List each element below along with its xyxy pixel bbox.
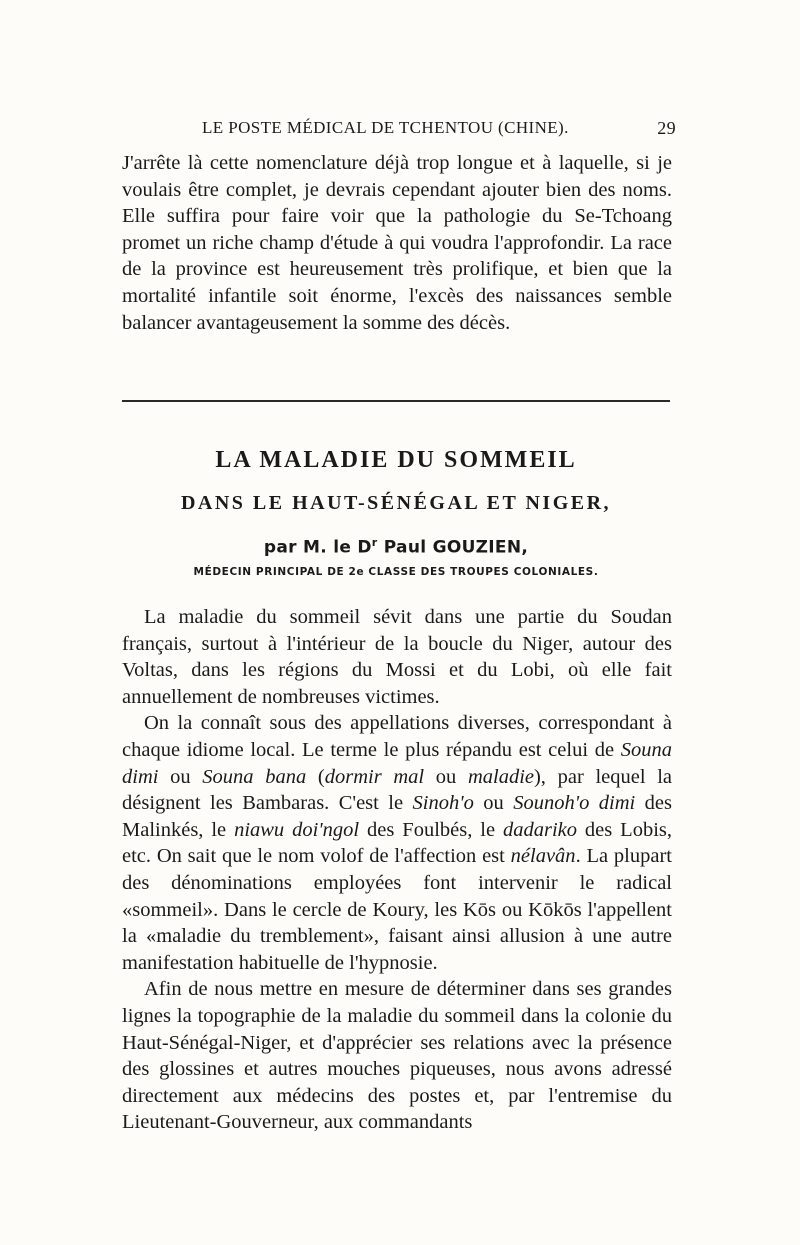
article-title: LA MALADIE DU SOMMEIL [215,447,577,473]
text-run: ou [424,765,468,788]
local-term: Souna dimi [122,738,672,788]
running-head-title: LE POSTE MÉDICAL DE TCHENTOU (CHINE). [202,118,569,137]
local-term: Sounoh'o dimi [513,792,636,815]
text-run: des Lobis, etc. On sait que le nom volof de l'affection est [122,818,672,868]
local-term: dadariko [502,818,578,841]
local-term: nélavân [510,845,576,868]
local-term: dormir mal [324,765,425,788]
text-run: . La plupart des dénominations employées font intervenir le radical «sommeil». Dans le cercle de Koury, les Kōs ou Kōkōs l'appellent la «maladie du tremblement», faisant ainsi allusion à une autre manifestation habituelle de l'hypnosie. [122,845,672,974]
byline-author: Paul GOUZIEN, [377,537,529,558]
byline-superscript: r [371,536,378,549]
local-term: niawu doi'ngol [234,818,360,841]
local-term: Sinoh'o [412,792,474,815]
running-head [122,118,676,142]
author-byline [122,536,670,558]
section-divider [122,400,670,402]
article-subtitle: DANS LE HAUT-SÉNÉGAL ET NIGER, [180,492,612,514]
closing-paragraph-text: J'arrête là cette nomenclature déjà trop longue et à laquelle, si je voulais être complet, je devrais cependant ajouter bien des noms. Elle suffira pour faire voir que la pathologie du Se-Tchoang promet un riche champ d'étude à qui voudra l'approfondir. La race de la province est heureusement très prolifique, et bien que la mortalité infantile soit énorme, l'excès des naissances semble balancer avantageusement la somme des décès. [122,152,672,334]
body-paragraph-3: Afin de nous mettre en mesure de déterminer dans ses grandes lignes la topographie de la maladie du sommeil dans la colonie du Haut-Sénégal-Niger, et d'apprécier ses relations avec la présence des glossines et autres mouches piqueuses, nous avons adressé directement aux médecins des postes et, par l'entremise du Lieutenant-Gouverneur, aux commandants [122,978,672,1134]
body-paragraph-2 [122,710,672,976]
byline-prefix: par M. le D [263,537,372,558]
closing-paragraph [122,150,672,336]
author-affiliation: MÉDECIN PRINCIPAL DE 2e CLASSE DES TROUPES COLONIALES. [193,566,599,578]
text-run: des Malinkés, le [122,792,672,841]
text-run: des Foulbés, le [359,818,503,841]
article-body [122,604,672,1136]
local-term: maladie [467,765,534,788]
page-number: 29 [657,118,676,138]
body-paragraph-1: La maladie du sommeil sévit dans une partie du Soudan français, surtout à l'intérieur de la boucle du Niger, autour des Voltas, dans les régions du Mossi et du Lobi, où elle fait annuellement de nombreuses victimes. [122,606,672,708]
text-run: On la connaît sous des appellations diverses, correspondant à chaque idiome local. Le terme le plus répandu est celui de [122,712,672,761]
local-term: Souna bana [202,765,307,788]
text-run: ou [473,792,514,815]
text-run: ), par lequel la désignent les Bambaras. C'est le [122,765,673,815]
text-run: ou [158,765,203,788]
text-run: ( [306,765,325,788]
